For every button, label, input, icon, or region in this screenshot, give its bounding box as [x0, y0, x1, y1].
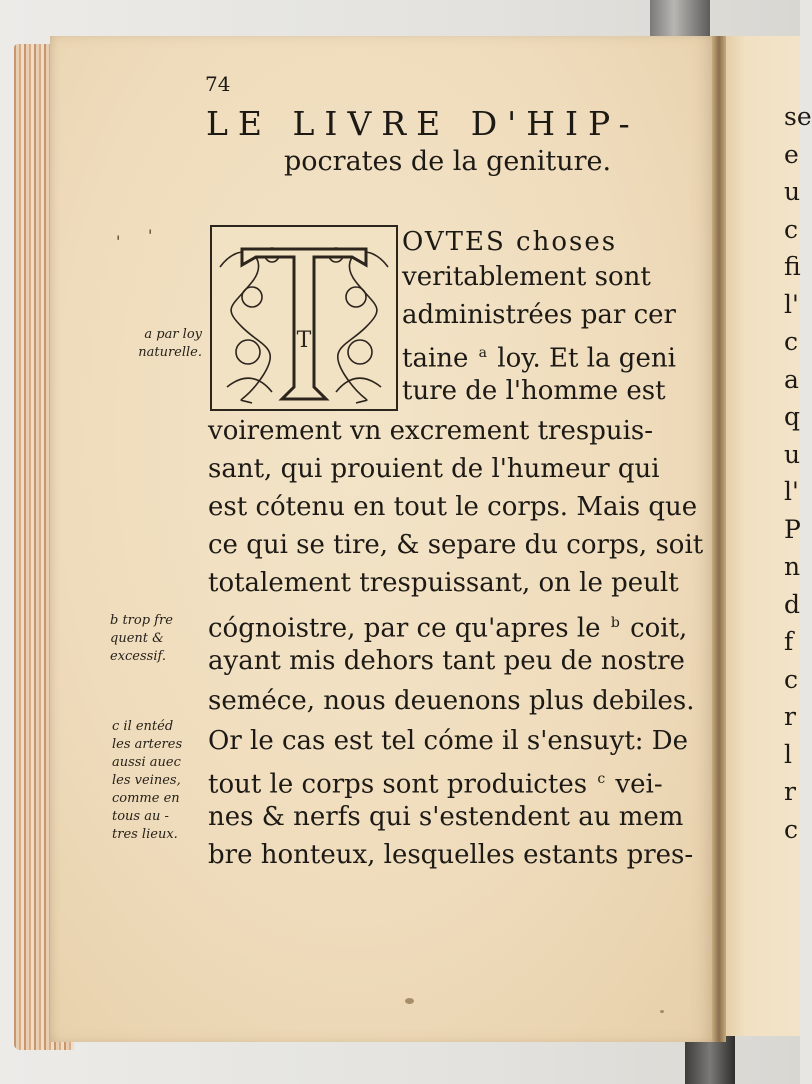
text-line: est cótenu en tout le corps. Mais que [208, 492, 698, 522]
facing-page-fragment: c [784, 664, 799, 694]
text-fragment: tout le corps sont produictes [208, 769, 588, 800]
margin-mark: ' [116, 232, 121, 251]
text-line: nes & nerfs qui s'estendent au mem [208, 802, 684, 832]
text-fragment: vei- [615, 769, 663, 800]
facing-page-fragment: P [784, 514, 801, 544]
footnote-marker-c: c [597, 771, 606, 787]
margin-note-a: a par loy naturelle. [138, 327, 202, 360]
margin-note-c: c il entéd les arteres aussi auec les veines, comme en tous au - tres lieux. [112, 719, 183, 842]
text-line: Or le cas est tel cóme il s'ensuyt: De [208, 726, 689, 756]
facing-page-fragment: fi [784, 252, 801, 281]
text-line: seméce, nous deuenons plus debiles. [208, 686, 695, 716]
facing-page-fragment: d [784, 589, 801, 619]
facing-page-fragment: f [784, 627, 794, 656]
page-number: 74 [205, 72, 231, 96]
foxing-spot [660, 1010, 664, 1013]
text-line: administrées par cer [402, 300, 676, 330]
facing-page-fragment: n [784, 552, 801, 581]
text-line: OVTES choses [402, 227, 618, 257]
facing-page-fragment: a [784, 364, 799, 394]
facing-page-fragment: e [784, 139, 799, 169]
text-fragment: loy. Et la geni [497, 343, 676, 374]
text-line: ture de l'homme est [402, 376, 666, 406]
text-line: sant, qui prouient de l'humeur qui [208, 454, 660, 484]
foxing-spot [405, 998, 414, 1004]
facing-page-fragment: c [784, 327, 799, 356]
facing-page-fragment: u [784, 177, 801, 206]
text-line: voirement vn excrement trespuis- [208, 416, 654, 446]
text-line: veritablement sont [402, 262, 651, 292]
svg-text:T: T [296, 328, 312, 353]
text-fragment: cógnoistre, par ce qu'apres le [208, 613, 601, 644]
text-fragment: taine [402, 343, 469, 374]
text-line [402, 338, 676, 374]
text-line: ce qui se tire, & separe du corps, soit [208, 530, 704, 560]
facing-page-fragment: c [784, 214, 799, 244]
text-line: bre honteux, lesquelles estants pres- [208, 840, 694, 870]
facing-page-fragment: u [784, 439, 801, 469]
facing-page-fragment: r [784, 777, 796, 806]
facing-page-fragment: l' [784, 477, 799, 506]
text-line: totalement trespuissant, on le peult [208, 568, 679, 598]
margin-mark: ' [148, 226, 153, 245]
facing-page-fragment: l' [784, 289, 799, 319]
binding-board-top [650, 0, 710, 36]
facing-page-fragment: c [784, 814, 799, 844]
facing-page-fragment: q [784, 402, 801, 431]
text-line: ayant mis dehors tant peu de nostre [208, 646, 685, 676]
margin-note-b: b trop fre quent & excessif. [110, 613, 173, 664]
facing-page-fragment: se [784, 102, 812, 131]
running-title: LE LIVRE D'HIP- [206, 104, 640, 143]
floral-ornament-icon [212, 227, 396, 409]
footnote-marker-a: a [478, 345, 488, 361]
text-line [208, 764, 663, 800]
text-line [208, 608, 687, 644]
book-gutter [712, 36, 726, 1042]
facing-page-fragment: l [784, 739, 792, 769]
facing-page-fragment: r [784, 702, 796, 731]
subtitle: pocrates de la geniture. [284, 146, 612, 177]
footnote-marker-b: b [610, 615, 620, 631]
drop-cap-initial [210, 225, 398, 411]
text-fragment: coit, [630, 613, 688, 644]
